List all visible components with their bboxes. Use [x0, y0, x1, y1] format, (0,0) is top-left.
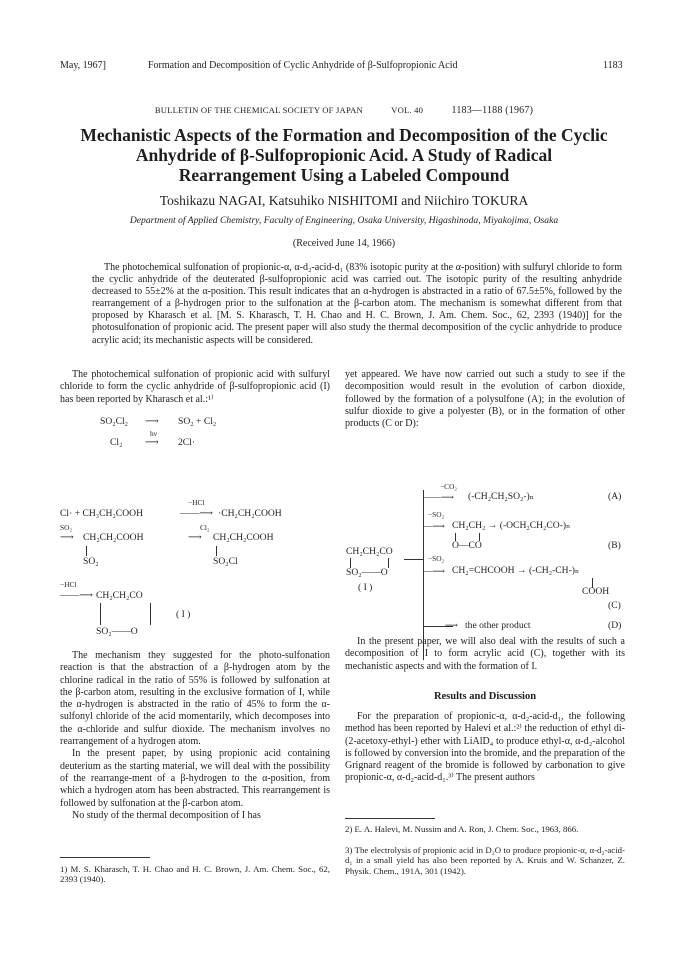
- reaction-arrow: ⟶: [145, 437, 159, 448]
- bond-line: [216, 546, 217, 556]
- paragraph: No study of the thermal decomposition of I has: [72, 809, 261, 821]
- product-c-line1: CH₂=CHCOOH → (-CH₂-CH-)ₙ: [452, 565, 580, 576]
- scheme-eq2-rhs: 2Cl·: [178, 437, 196, 448]
- running-header-date: May, 1967]: [60, 60, 107, 71]
- left-paragraph-2: [60, 650, 330, 822]
- paragraph: In the present paper, we will also deal with the results of such a decomposition of I to form acrylic acid (C), together with its mechanistic aspects and with the formation of I.: [345, 636, 625, 672]
- start-compound-line2: SO₂——O: [346, 567, 388, 578]
- affiliation: Department of Applied Chemistry, Faculty of Engineering, Osaka University, Higashinoda, Miyakojima, Osaka: [129, 215, 559, 226]
- footnote-2: 2) E. A. Halevi, M. Nussim and A. Ron, J. Chem. Soc., 1963, 866.: [345, 824, 579, 834]
- abstract-text: The photochemical sulfonation of propionic-α, α-d₂-acid-d₁ (83% isotopic purity at the α-position) with sulfuryl chloride to form the cyclic anhydride of the deuterated β-sulfopropionic acid was carried out. The isotopic purity of the resulting anhydride decreased to 55±2% at the α-position. This result indicates that an α-hydrogen is abstracted in a ratio of 67.5±5%, followed by the rearrangement of a β-hydrogen prior to the sulfonation at the β-carbon atom. The mechanism is somewhat different from that proposed by Kharasch et al. [M. S. Kharasch, T. H. Chao and H. C. Brown, J. Am. Chem. Soc., 62, 2393 (1940)] for the photosulfonation of propionic acid. The present paper will also study the thermal decomposition of the cyclic anhydride to produce acrylic acid; its mechanistic aspects will be considered.: [92, 262, 622, 346]
- bond-line: [150, 603, 151, 625]
- product-a-label: (A): [608, 491, 622, 502]
- product-b-line1: CH₂CH₂ → (-OCH₂CH₂CO-)ₙ: [452, 520, 571, 531]
- product-b-label: (B): [608, 540, 621, 551]
- abstract: [92, 262, 622, 347]
- running-header-page: 1183: [603, 60, 623, 71]
- minus-hcl-label: −HCl: [188, 498, 205, 507]
- scheme-eq4-a: CH₂CH₂COOH: [83, 532, 144, 543]
- bond-line: [100, 603, 101, 625]
- scheme-eq2-lhs: Cl₂: [110, 437, 123, 448]
- footnote-rule: [345, 818, 435, 819]
- scheme-eq1-lhs: SO₂Cl₂: [100, 416, 129, 427]
- product-c-line2: COOH: [582, 586, 610, 597]
- paragraph: For the preparation of propionic-α, α-d₂-acid-d₁, the following method has been reported by Halevi et al.:²⁾ the reduction of ethyl di-(2-acetoxy-ethyl-) ether with LiAlD₄ to produce ethyl-α, α-d₂-alcohol is followed by conversion into the bromide, and the preparation of the Grignard reagent of the bromide is followed by carbonation to give propionic-α, α-d₂-acid-d₁.³⁾ The present authors: [345, 711, 625, 784]
- product-d: the other product: [465, 620, 531, 631]
- product-d-label: (D): [608, 620, 622, 631]
- start-compound-label: ( I ): [358, 582, 373, 593]
- received-date: (Received June 14, 1966): [292, 238, 396, 249]
- bond-line: [388, 558, 389, 568]
- product-c-label: (C): [608, 600, 621, 611]
- title-line: Anhydride of β-Sulfopropionic Acid. A Study of Radical: [135, 145, 553, 165]
- section-heading: Results and Discussion: [433, 691, 537, 702]
- so2-label: SO₂: [60, 523, 73, 532]
- reaction-arrow: ⟶: [188, 532, 202, 543]
- scheme-eq1-rhs: SO₂ + Cl₂: [178, 416, 217, 427]
- scheme-eq5-a: CH₂CH₂CO: [96, 590, 143, 601]
- footnote-rule: [60, 857, 150, 858]
- paragraph: yet appeared. We have now carried out such a study to see if the decomposition would result in the evolution of carbon dioxide, followed by the formation of a polysulfone (A); in the evolution of sulfur dioxide to give a polyester (B), or in the formation of other products (C or D):: [345, 369, 625, 430]
- journal-name: BULLETIN OF THE CHEMICAL SOCIETY OF JAPAN: [154, 105, 363, 115]
- reaction-arrow: ⟶: [445, 620, 458, 630]
- product-b-line2: O—CO: [452, 540, 482, 551]
- hv-label: hν: [150, 429, 158, 438]
- journal-line: [0, 105, 688, 116]
- so2cl-group: SO₂Cl: [213, 556, 238, 567]
- start-compound-line1: CH₂CH₂CO: [346, 546, 393, 557]
- reaction-arrow: —⟶: [423, 521, 445, 531]
- reaction-arrow: ——⟶: [180, 508, 213, 519]
- footnote-3: 3) The electrolysis of propionic acid in D₂O to produce propionic-α, α-d₂-acid-d₁ in a small yield has also been reported by A. Kruis and W. Schanzer, Z. Physik. Chem., 191A, 301 (1942).: [345, 845, 625, 876]
- scheme-eq5-b: SO₂——O: [96, 626, 138, 637]
- scheme-eq4-b: CH₂CH₂COOH: [213, 532, 274, 543]
- title-line: Rearrangement Using a Labeled Compound: [178, 165, 510, 185]
- paragraph: The photochemical sulfonation of propionic acid with sulfuryl chloride to form the cyclic anhydride of β-sulfopropionic acid (I) has been reported by Kharasch et al.:¹⁾: [60, 369, 330, 405]
- title-line: Mechanistic Aspects of the Formation and Decomposition of the Cyclic: [80, 125, 608, 145]
- authors: Toshikazu NAGAI, Katsuhiko NISHITOMI and Niichiro TOKURA: [159, 193, 529, 208]
- scheme-eq3-rhs: ·CH₂CH₂COOH: [218, 508, 282, 519]
- so2-group: SO₂: [83, 556, 99, 567]
- scheme-eq3-lhs: Cl· + CH₃CH₂COOH: [60, 508, 143, 519]
- compound-label: ( I ): [176, 609, 191, 620]
- right-paragraph-3: [345, 711, 625, 785]
- scheme-branch: [404, 559, 423, 560]
- reaction-arrow: ⟶: [60, 532, 74, 543]
- paper-title: [40, 125, 648, 185]
- minus-so2-label: −SO₂: [428, 554, 445, 563]
- paragraph: In the present paper, by using propionic acid containing deuterium as the starting material, we will deal with the possibility of the rearrange-ment of a β-hydrogen to the α-position, from which a hydrogen atom has been abstracted. This rearrangement is followed by sulfonation at the β-carbon atom.: [60, 748, 330, 809]
- journal-pages: 1183—1188 (1967): [451, 105, 534, 116]
- bond-line: [86, 546, 87, 556]
- left-paragraph-1: [60, 369, 330, 406]
- reaction-arrow: ——⟶: [60, 590, 93, 601]
- paragraph: The mechanism they suggested for the photo-sulfonation reaction is that the abstraction of a β-hydrogen atom by the chlorine radical in the ratio of 55% is followed by sulfonation at the β-carbon atom, resulting in the exclusive formation of I, while the α-hydrogen is abstracted in the ratio of 45% to form the α-sulfonyl chloride of the acid momentarily, which decomposes into the α-chloride and sulfur dioxide. The mechanism involves no rearrangement of a hydrogen atom.: [60, 650, 330, 748]
- reaction-arrow: ——⟶: [423, 492, 454, 502]
- journal-volume: VOL. 40: [391, 105, 424, 115]
- footnote-1: 1) M. S. Kharasch, T. H. Chao and H. C. Brown, J. Am. Chem. Soc., 62, 2393 (1940).: [60, 864, 330, 885]
- minus-so2-label: −SO₂: [428, 510, 445, 519]
- minus-hcl-label: −HCl: [60, 580, 77, 589]
- reaction-arrow: —⟶: [423, 566, 445, 576]
- cl2-label: Cl₂: [200, 523, 210, 532]
- right-paragraph-2: [345, 636, 625, 673]
- running-header-title: Formation and Decomposition of Cyclic Anhydride of β-Sulfopropionic Acid: [148, 60, 458, 71]
- minus-co2-label: −CO₂: [440, 482, 458, 491]
- product-a: (-CH₂CH₂SO₂-)ₙ: [468, 491, 534, 502]
- reaction-arrow: ⟶: [145, 416, 159, 427]
- right-paragraph-1: [345, 369, 625, 430]
